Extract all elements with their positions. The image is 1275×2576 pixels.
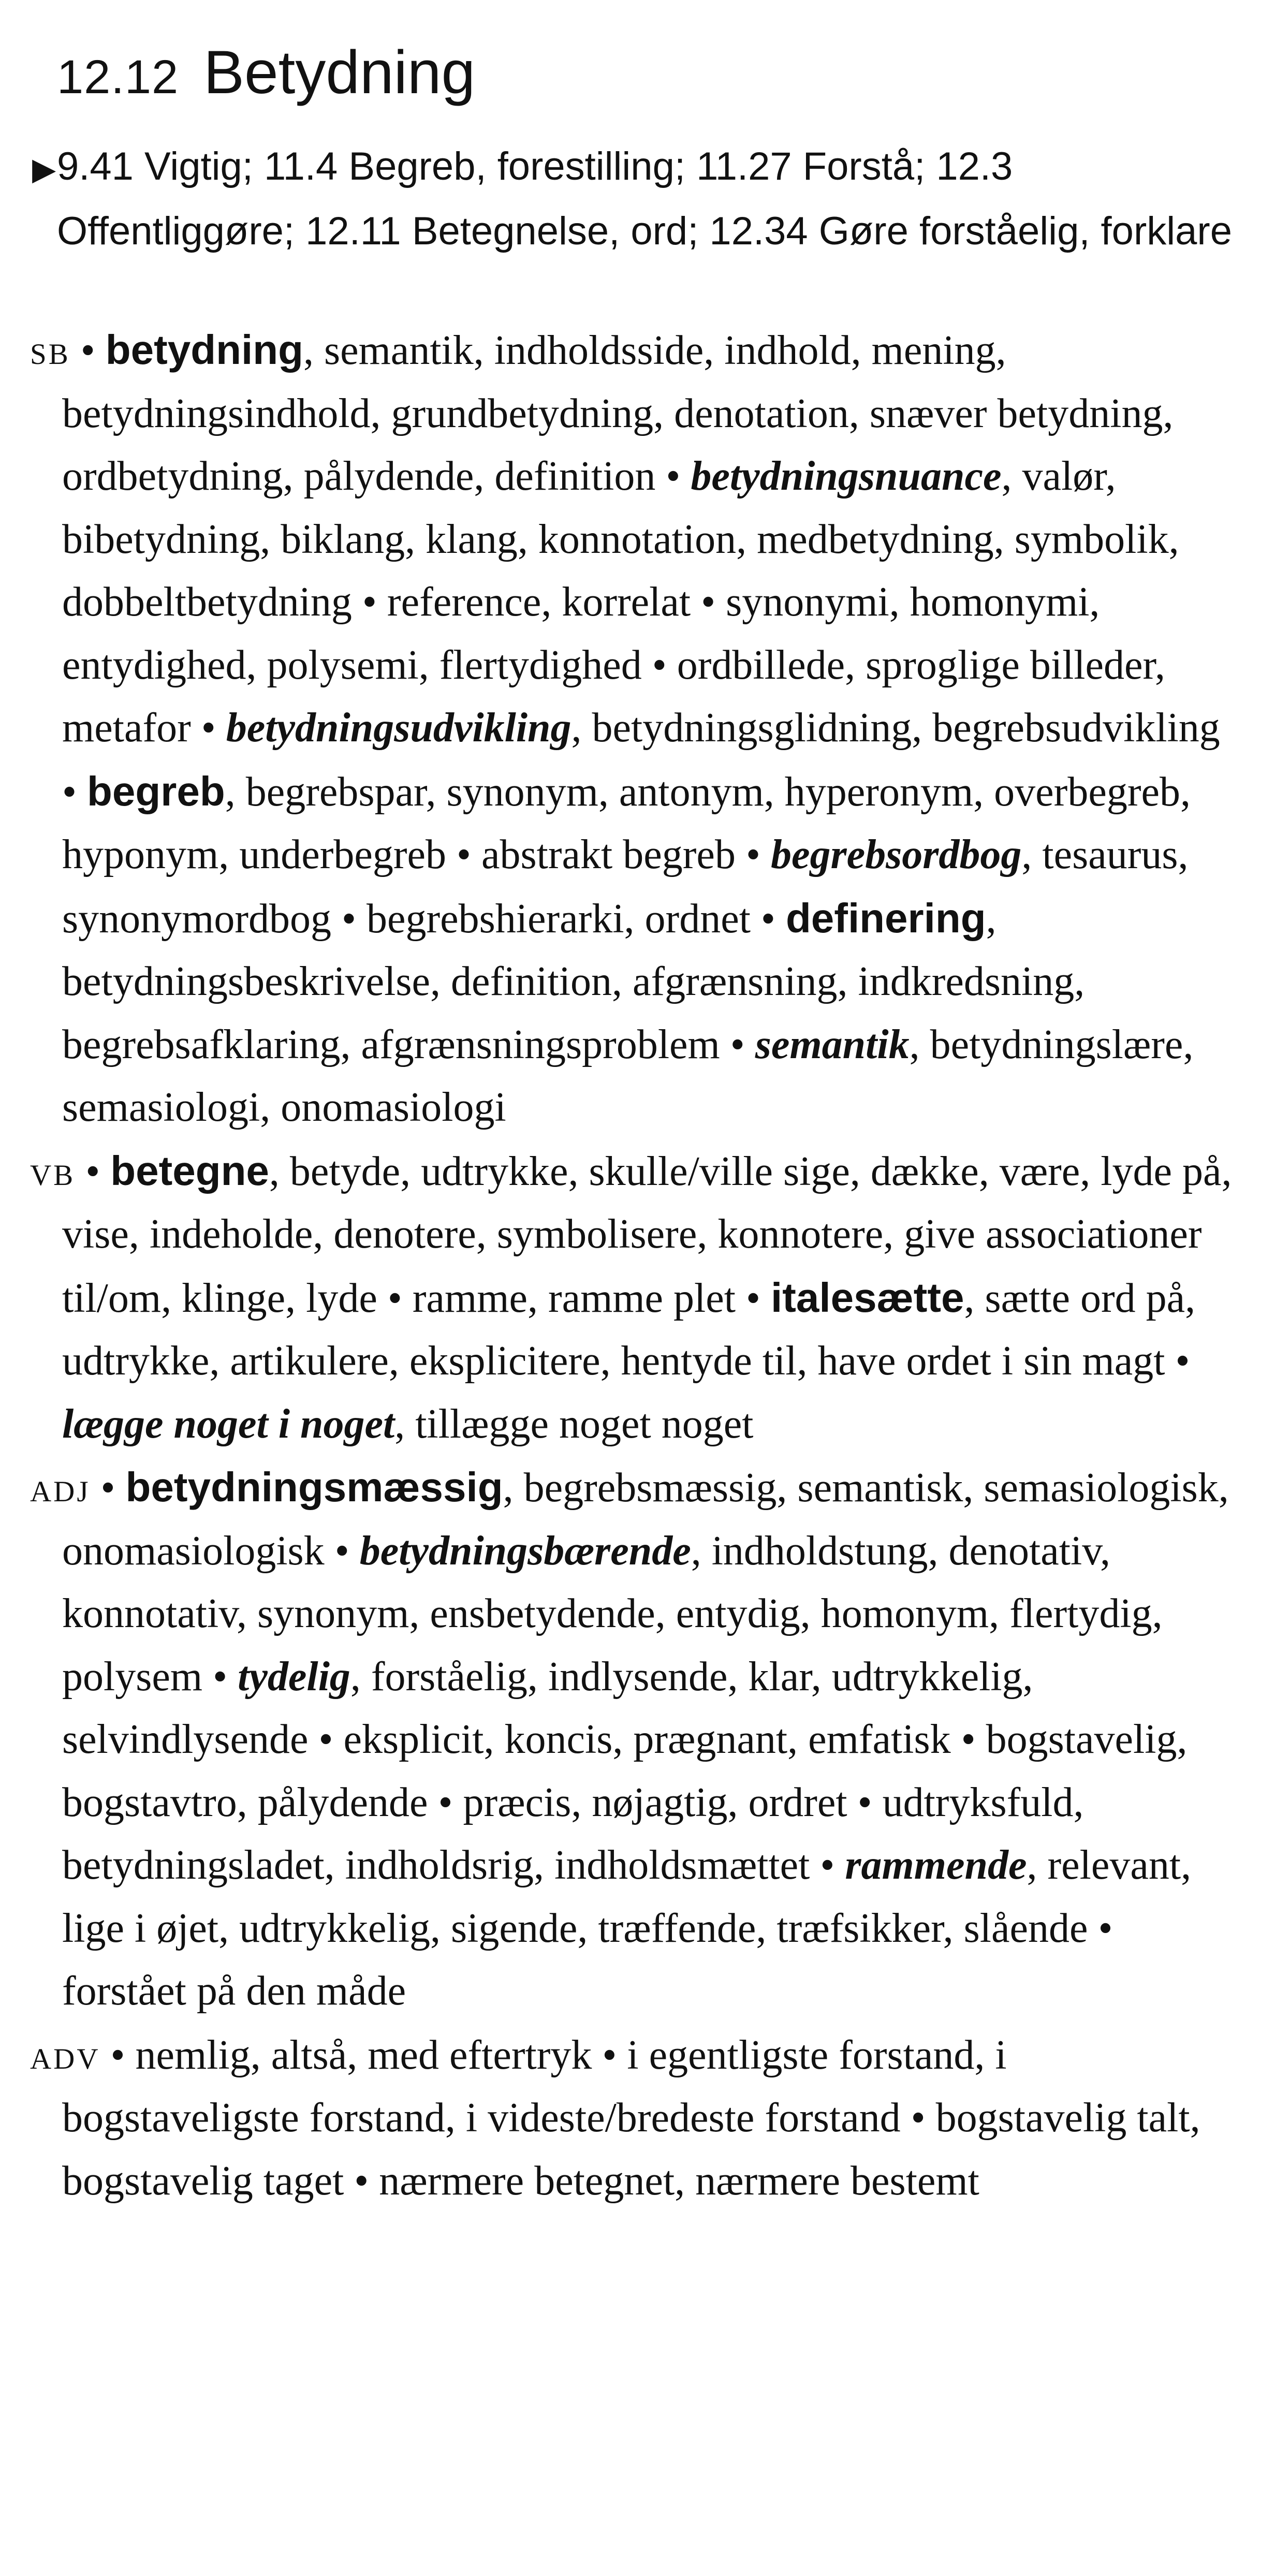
synonym-text: , relevant, lige i øjet, udtrykkelig, sigende, træffende, træfsikker, slående • forstået på den måde	[62, 1842, 1192, 2014]
cross-reference-list: 9.41 Vigtig; 11.4 Begreb, forestilling; 11.27 Forstå; 12.3 Offentliggøre; 12.11 Betegnelse, ord; 12.34 Gøre forståelig, forklare	[57, 144, 1232, 253]
entry-list	[30, 318, 1236, 2213]
separator: •	[730, 1021, 755, 1067]
synonym-text: , begrebsmæssig, semantisk, semasiologisk, onomasiologisk	[62, 1465, 1229, 1574]
subheadword: semantik	[755, 1021, 910, 1067]
subheadword: betydningsnuance	[691, 453, 1002, 499]
separator: •	[213, 1653, 238, 1700]
separator: •	[201, 705, 226, 751]
synonym-text: , betydningsbeskrivelse, definition, afgrænsning, indkredsning, begrebsafklaring, afgrænsningsproblem	[62, 896, 1085, 1067]
headword: italesætte	[771, 1274, 964, 1321]
separator: •	[70, 328, 106, 373]
separator: •	[760, 896, 786, 942]
triangle-right-icon: ▶	[32, 152, 56, 186]
headword: betydningsmæssig	[125, 1464, 503, 1510]
subheadword: rammende	[845, 1842, 1027, 1888]
headword: begreb	[87, 768, 225, 814]
synonym-text: , begrebspar, synonym, antonym, hyperonym, overbegreb, hyponym, underbegreb • abstrakt begreb	[62, 769, 1191, 877]
separator: •	[666, 453, 691, 499]
cross-references	[32, 136, 1237, 262]
synonym-text: , forståelig, indlysende, klar, udtrykkelig, selvindlysende • eksplicit, koncis, prægnant, emfatisk • bogstavelig, bogstavtro, pålydende • præcis, nøjagtig, ordret • udtryksfuld, betydningsladet, indholdsrig, indholdsmættet	[62, 1653, 1188, 1888]
headword: definering	[785, 895, 986, 941]
section-number: 12.12	[57, 51, 179, 104]
synonym-text: , sætte ord på, udtrykke, artikulere, eksplicitere, hentyde til, have ordet i sin magt	[62, 1275, 1196, 1384]
separator: •	[62, 769, 87, 815]
entry-adv	[30, 2023, 1236, 2213]
part-of-speech-label: adv	[30, 2030, 100, 2078]
synonym-text: , valør, bibetydning, biklang, klang, konnotation, medbetydning, symbolik, dobbeltbetydning • reference, korrelat • synonymi, homonymi, entydighed, polysemi, flertydighed • ordbillede, sproglige billeder, metafor	[62, 453, 1179, 751]
separator: •	[820, 1842, 845, 1888]
part-of-speech-label: vb	[30, 1147, 76, 1194]
subheadword: lægge noget i noget	[62, 1401, 395, 1447]
synonym-text: , betydningsglidning, begrebsudvikling	[571, 705, 1220, 751]
synonym-text: , betyde, udtrykke, skulle/ville sige, dække, være, lyde på, vise, indeholde, denotere, symbolisere, konnotere, give associationer til/om, klinge, lyde • ramme, ramme plet	[62, 1148, 1232, 1321]
entry-adj	[30, 1456, 1236, 2023]
section-heading	[57, 36, 475, 113]
entry-sb	[30, 318, 1236, 1139]
entry-vb	[30, 1139, 1236, 1456]
subheadword: tydelig	[238, 1653, 350, 1700]
separator: •	[75, 1148, 111, 1194]
synonym-text: , tesaurus, synonymordbog • begrebshierarki, ordnet	[62, 832, 1189, 942]
synonym-text: • nemlig, altså, med eftertryk • i egentligste forstand, i bogstaveligste forstand, i videste/bredeste forstand • bogstavelig talt, bogstavelig taget • nærmere betegnet, nærmere bestemt	[62, 2032, 1200, 2204]
separator: •	[334, 1528, 360, 1574]
section-title: Betydning	[203, 38, 476, 107]
separator: •	[1175, 1338, 1190, 1384]
separator: •	[90, 1465, 126, 1511]
separator: •	[745, 832, 771, 877]
headword: betydning	[105, 327, 303, 373]
part-of-speech-label: sb	[30, 326, 70, 373]
synonym-text: , betydningslære, semasiologi, onomasiologi	[62, 1021, 1194, 1130]
subheadword: begrebsordbog	[770, 832, 1022, 877]
synonym-text: , semantik, indholdsside, indhold, mening, betydningsindhold, grundbetydning, denotation, snæver betydning, ordbetydning, pålydende, definition	[62, 328, 1174, 499]
headword: betegne	[110, 1147, 269, 1194]
synonym-text: , tillægge noget noget	[394, 1401, 754, 1447]
subheadword: betydningsbærende	[359, 1528, 691, 1574]
synonym-text: , indholdstung, denotativ, konnotativ, synonym, ensbetydende, entydig, homonym, flertydig, polysem	[62, 1528, 1163, 1700]
part-of-speech-label: adj	[30, 1463, 91, 1511]
subheadword: betydningsudvikling	[226, 705, 571, 751]
separator: •	[746, 1275, 771, 1321]
